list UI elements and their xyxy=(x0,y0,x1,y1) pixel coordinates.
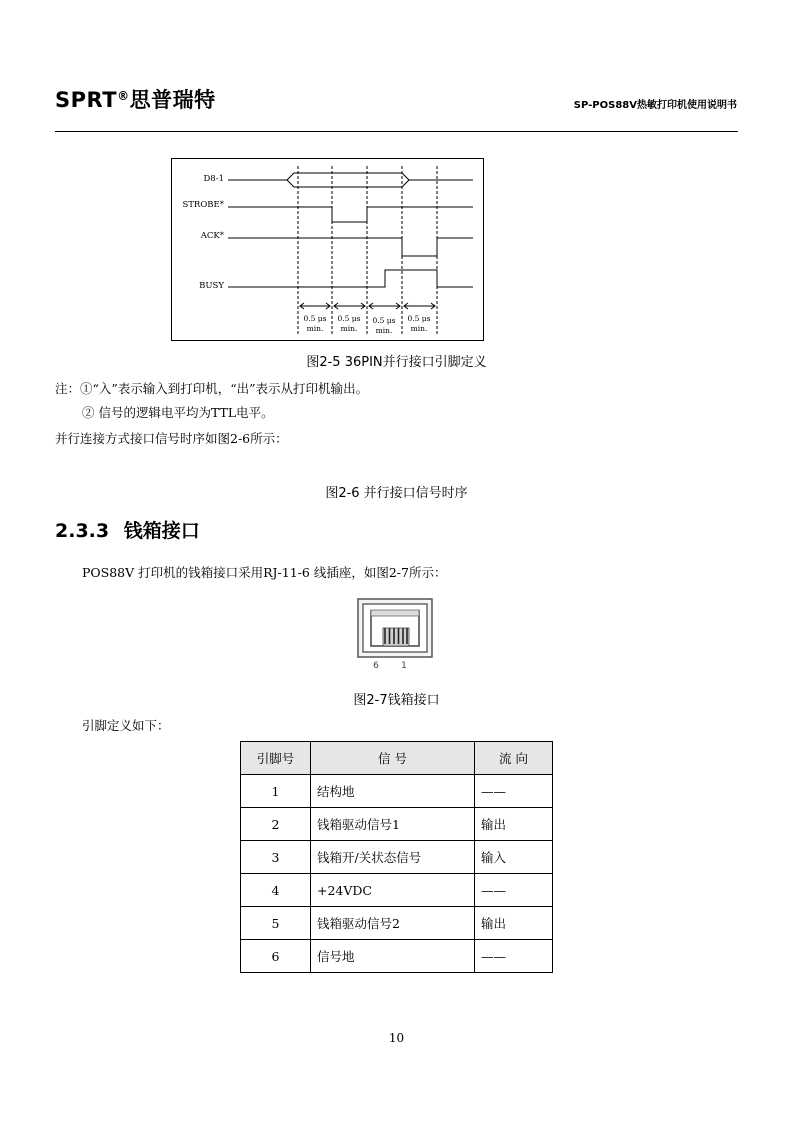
brand-logo xyxy=(55,84,216,114)
header-divider xyxy=(55,131,738,132)
signal-label-d8: D8-1 xyxy=(202,173,224,184)
pin-signal: 钱箱开/关状态信号 xyxy=(311,841,475,874)
table-row xyxy=(241,907,553,940)
interval-value-1: 0.5 μs xyxy=(302,313,327,323)
section-title: 钱箱接口 xyxy=(123,520,200,542)
d8-bus-bottom xyxy=(287,180,409,187)
pin-definition-table xyxy=(240,741,553,973)
header-signal: 信 号 xyxy=(311,742,475,775)
figure-2-7-caption: 图2-7钱箱接口 xyxy=(353,693,440,708)
note-1: 注：①“入”表示输入到打印机，“出”表示从打印机输出。 xyxy=(55,381,369,396)
timing-diagram xyxy=(171,158,484,341)
rj11-connector-image xyxy=(357,598,433,670)
signal-label-strobe: STROBE* xyxy=(181,199,224,210)
section-heading xyxy=(55,516,200,543)
pin-signal: 钱箱驱动信号2 xyxy=(311,907,475,940)
pin-signal: 结构地 xyxy=(311,775,475,808)
signal-label-ack: ACK* xyxy=(200,230,224,241)
table-row xyxy=(241,808,553,841)
table-row xyxy=(241,874,553,907)
section-number: 2.3.3 xyxy=(55,520,110,542)
busy-waveform xyxy=(228,270,473,287)
interval-value-4: 0.5 μs xyxy=(406,313,431,323)
pin-number: 4 xyxy=(241,874,311,907)
brand-registered-mark: ® xyxy=(117,89,130,103)
header-pin-number: 引脚号 xyxy=(241,742,311,775)
ack-waveform xyxy=(228,238,473,256)
header-direction: 流 向 xyxy=(475,742,553,775)
pin-direction: —— xyxy=(475,775,553,808)
pin-number: 2 xyxy=(241,808,311,841)
table-row xyxy=(241,841,553,874)
table-row xyxy=(241,775,553,808)
pin-direction: 输入 xyxy=(475,841,553,874)
pin-direction: —— xyxy=(475,940,553,973)
pin-number: 1 xyxy=(241,775,311,808)
d8-bus-top xyxy=(287,173,409,180)
pin-direction: 输出 xyxy=(475,808,553,841)
interval-min-3: min. xyxy=(375,325,392,335)
pin-direction: 输出 xyxy=(475,907,553,940)
figure-2-6-caption: 图2-6 并行接口信号时序 xyxy=(325,486,468,501)
figure-2-5-caption: 图2-5 36PIN并行接口引脚定义 xyxy=(306,355,487,370)
interval-value-3: 0.5 μs xyxy=(371,315,396,325)
interval-min-1: min. xyxy=(306,323,323,333)
pin-number: 5 xyxy=(241,907,311,940)
strobe-waveform xyxy=(228,207,473,222)
pin-number: 3 xyxy=(241,841,311,874)
table-header-row xyxy=(241,742,553,775)
intro-text: POS88Ⅴ 打印机的钱箱接口采用RJ-11-6 线插座，如图2-7所示： xyxy=(82,565,447,580)
pin-signal: 信号地 xyxy=(311,940,475,973)
pin-intro-text: 引脚定义如下： xyxy=(82,718,170,733)
interval-min-2: min. xyxy=(340,323,357,333)
interval-min-4: min. xyxy=(410,323,427,333)
brand-name: SPRT xyxy=(55,88,118,112)
pin-signal: 钱箱驱动信号1 xyxy=(311,808,475,841)
interval-value-2: 0.5 μs xyxy=(336,313,361,323)
document-title: SP-POS88Ⅴ热敏打印机使用说明书 xyxy=(573,100,737,111)
connector-pin-label-1: 1 xyxy=(401,661,407,670)
note-2: ② 信号的逻辑电平均为TTL电平。 xyxy=(82,405,274,420)
pin-signal: +24VDC xyxy=(311,874,475,907)
connector-pin-label-6: 6 xyxy=(373,661,379,670)
page-number: 10 xyxy=(388,1031,405,1045)
brand-name-cn: 思普瑞特 xyxy=(129,88,216,112)
table-row xyxy=(241,940,553,973)
note-3: 并行连接方式接口信号时序如图2-6所示： xyxy=(55,431,288,446)
pin-direction: —— xyxy=(475,874,553,907)
signal-label-busy: BUSY xyxy=(198,280,224,291)
pin-number: 6 xyxy=(241,940,311,973)
